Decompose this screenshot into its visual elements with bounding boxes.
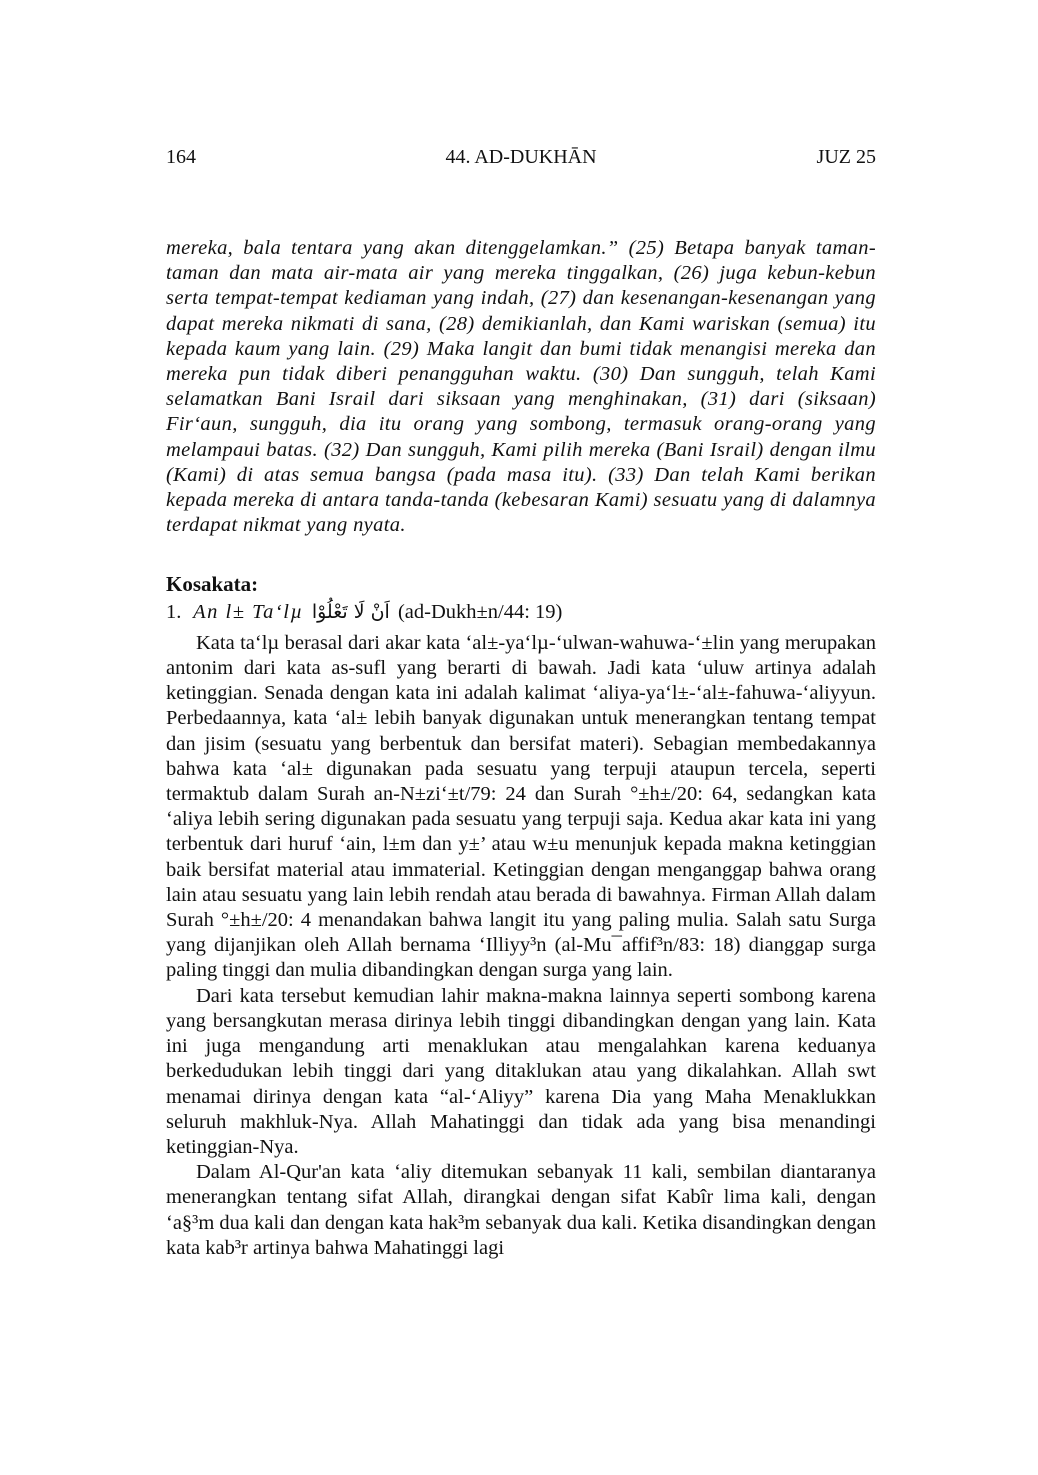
page-header [166, 146, 876, 174]
vocabulary-heading: Kosakata: [166, 572, 259, 597]
chapter-title: 44. AD-DUKHĀN [445, 146, 597, 168]
vocabulary-reference: (ad-Dukh±n/44: 19) [397, 600, 563, 623]
vocabulary-transliteration: An l± Ta‘lµ [193, 600, 304, 623]
body-paragraph: Dalam Al-Qur'an kata ‘aliy ditemukan sebanyak 11 kali, sembilan diantaranya menerangkan tentang sifat Allah, dirangkai dengan sifat Kabîr lima kali, dengan ‘a§³m dua kali dan dengan kata hak³m sebanyak dua kali. Ketika disandingkan dengan kata kab³r artinya bahwa Mahatinggi lagi [166, 1161, 876, 1259]
verse-translation: mereka, bala tentara yang akan ditenggelamkan.” (25) Betapa banyak taman-taman dan mata air-mata air yang mereka tinggalkan, (26) juga kebun-kebun serta tempat-tempat kediaman yang indah, (27) dan kesenangan-kesenangan yang dapat mereka nikmati di sana, (28) demikianlah, dan Kami wariskan (semua) itu kepada kaum yang lain. (29) Maka langit dan bumi tidak menangisi mereka dan mereka pun tidak diberi penangguhan waktu. (30) Dan sungguh, telah Kami selamatkan Bani Israil dari siksaan yang menghinakan, (31) dari (siksaan) Fir‘aun, sungguh, dia itu orang yang sombong, termasuk orang-orang yang melampaui batas. (32) Dan sungguh, Kami pilih mereka (Bani Israil) dengan ilmu (Kami) di atas semua bangsa (pada masa itu). (33) Dan telah Kami berikan kepada mereka di antara tanda-tanda (kebesaran Kami) sesuatu yang di dalamnya terdapat nikmat yang nyata. [166, 237, 876, 537]
body-paragraph: Kata ta‘lµ berasal dari akar kata ‘al±-ya‘lµ-‘ulwan-wahuwa-‘±lin yang merupakan antonim dari kata as-sufl yang berarti di bawah. Jadi kata ‘uluw artinya adalah ketinggian. Senada dengan kata ini adalah kalimat ‘aliya-ya‘l±-‘al±-fahuwa-‘aliyyun. Perbedaannya, kata ‘al± lebih banyak digunakan untuk menerangkan tentang tempat dan jisim (sesuatu yang berbentuk dan bersifat materi). Sebagian membedakannya bahwa kata ‘al± digunakan pada sesuatu yang terpuji ataupun tercela, seperti termaktub dalam Surah an-N±zi‘±t/79: 24 dan Surah °±h±/20: 64, sedangkan kata ‘aliya lebih sering digunakan pada sesuatu yang terpuji saja. Kedua akar kata ini yang terbentuk dari huruf ‘ain, l±m dan y±’ atau w±u menunjuk kepada makna ketinggian baik bersifat material atau immaterial. Ketinggian dengan menganggap bahwa orang lain atau sesuatu yang lain lebih rendah atau berada di bawahnya. Firman Allah dalam Surah °±h±/20: 4 menandakan bahwa langit itu yang paling mulia. Salah satu Surga yang dijanjikan oleh Allah bernama ‘Illiyy³n (al-Mu¯affif³n/83: 18) dianggap surga paling tinggi dan mulia dibandingkan dengan surga yang lain. [166, 631, 876, 982]
page-content [166, 236, 876, 1261]
juz-label: JUZ 25 [816, 146, 876, 168]
vocabulary-arabic-text: اَنْ لَا تَعْلُوْا [311, 600, 390, 623]
body-paragraph: Dari kata tersebut kemudian lahir makna-makna lainnya seperti sombong karena yang bersangkutan merasa dirinya lebih tinggi dibandingkan dengan yang lain. Kata ini juga mengandung arti menaklukan atau mengalahkan karena keduanya berkedudukan lebih tinggi dari yang ditaklukan atau yang dikalahkan. Allah swt menamai dirinya dengan kata “al-‘Aliyy” karena Dia yang Maha Menaklukkan seluruh makhluk-Nya. Allah Mahatinggi dan tidak ada yang bisa menandingi ketinggian-Nya. [166, 984, 876, 1158]
vocabulary-item-number: 1. [166, 600, 182, 623]
vocabulary-entry [166, 600, 876, 625]
page-number: 164 [166, 146, 196, 168]
